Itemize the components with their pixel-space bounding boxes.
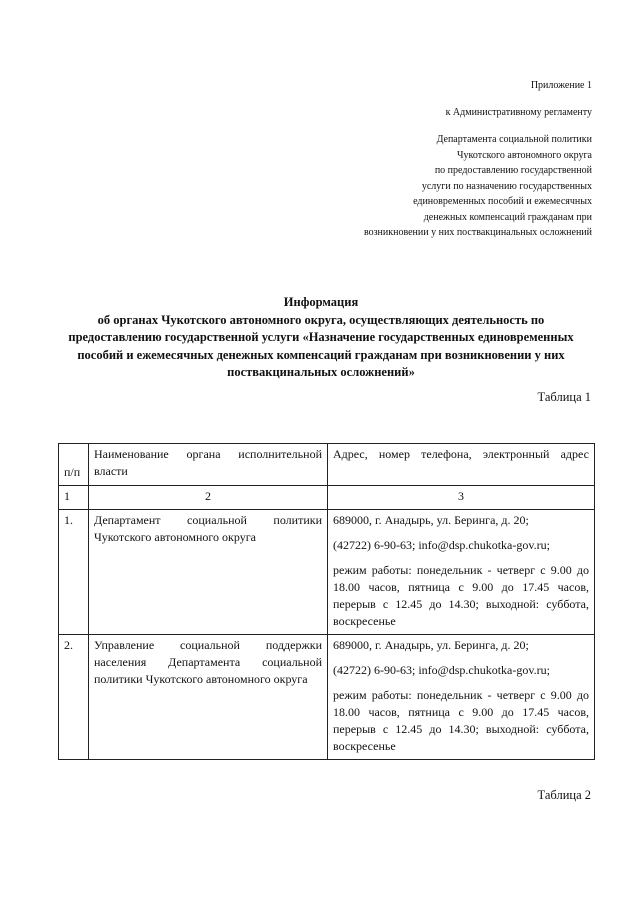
row-contacts — [328, 635, 595, 760]
organs-table — [58, 443, 595, 760]
table-1-label: Таблица 1 — [537, 390, 591, 404]
header-num: п/п — [59, 444, 89, 486]
header-organ: Наименование органа исполнительной власти — [89, 444, 328, 486]
appendix-line: Чукотского автономного округа — [457, 149, 592, 161]
row-phone-email: (42722) 6-90-63; info@dsp.chukotka-gov.ru; — [333, 663, 550, 677]
appendix-line: возникновении у них поствакцинальных осложнений — [363, 227, 592, 238]
row-address: 689000, г. Анадырь, ул. Беринга, д. 20; — [333, 513, 529, 527]
appendix-line: услуги по назначению государственных — [421, 180, 592, 192]
index-cell: 3 — [328, 486, 595, 510]
row-contacts — [328, 510, 595, 635]
row-schedule: режим работы: понедельник - четверг с 9.00 до 18.00 часов, пятница с 9.00 до 17.45 часов, перерыв с 12.45 до 14.30; выходной: суббота, воскресенье — [333, 563, 589, 628]
heading-text: об органах Чукотского автономного округа, осуществляющих деятельность по предоставлению государственной услуги «Назначение государственных единовременных пособий и ежемесячных денежных компенсаций гражданам при возникновении у них поствакцинальных осложнений» — [68, 312, 574, 379]
row-schedule: режим работы: понедельник - четверг с 9.00 до 18.00 часов, пятница с 9.00 до 17.45 часов, перерыв с 12.45 до 14.30; выходной: суббота, воскресенье — [333, 688, 589, 753]
appendix-title: Приложение 1 — [530, 80, 592, 91]
heading-title: Информация — [283, 295, 359, 309]
table-2-label: Таблица 2 — [537, 788, 591, 802]
appendix-line: Департамента социальной политики — [436, 134, 592, 145]
row-address: 689000, г. Анадырь, ул. Беринга, д. 20; — [333, 638, 529, 652]
table-header-row — [59, 444, 595, 486]
index-cell: 1 — [59, 486, 89, 510]
table-row — [59, 510, 595, 635]
table-row — [59, 635, 595, 760]
header-address: Адрес, номер телефона, электронный адрес — [328, 444, 595, 486]
row-organ: Департамент социальной политики Чукотского автономного округа — [89, 510, 328, 635]
document-heading — [52, 294, 590, 382]
appendix-subtitle: к Административному регламенту — [445, 106, 592, 118]
row-phone-email: (42722) 6-90-63; info@dsp.chukotka-gov.ru; — [333, 538, 550, 552]
appendix-line: единовременных пособий и ежемесячных — [413, 196, 592, 207]
table-index-row — [59, 486, 595, 510]
index-cell: 2 — [89, 486, 328, 510]
appendix-line: по предоставлению государственной — [434, 165, 592, 176]
row-num: 2. — [59, 635, 89, 760]
appendix-block — [322, 78, 592, 241]
row-organ: Управление социальной поддержки населения Департамента социальной политики Чукотского автономного округа — [89, 635, 328, 760]
row-num: 1. — [59, 510, 89, 635]
appendix-line: денежных компенсаций гражданам при — [423, 211, 592, 223]
